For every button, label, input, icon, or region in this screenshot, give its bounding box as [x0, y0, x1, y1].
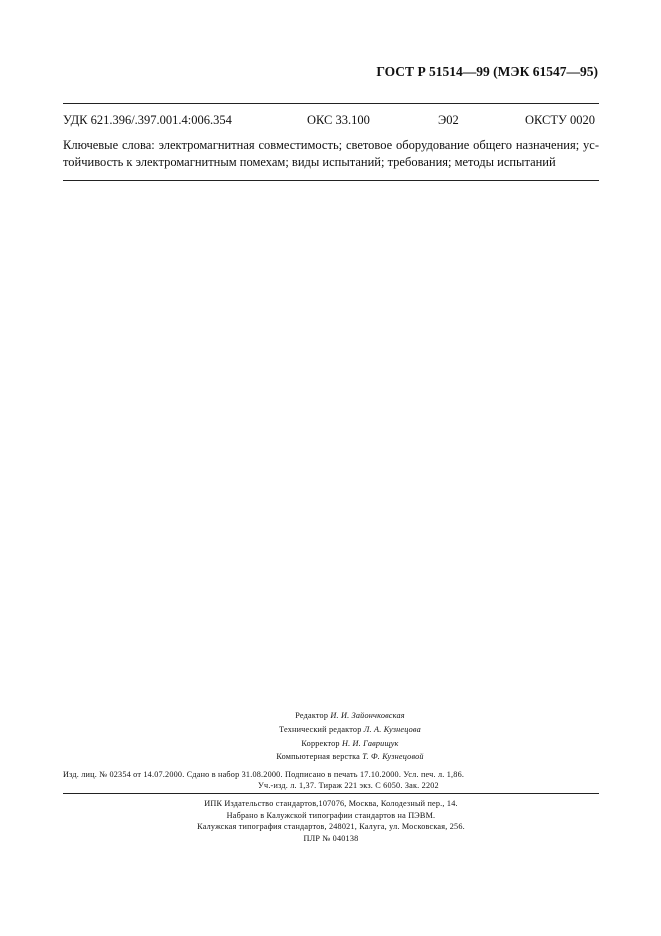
credit-role: Корректор	[301, 739, 340, 748]
publisher-line-1: ИПК Издательство стандартов,107076, Москва, Колодезный пер., 14.	[204, 799, 458, 808]
credit-editor	[200, 711, 500, 720]
credit-role: Редактор	[295, 711, 329, 720]
keywords-rule	[63, 180, 599, 181]
credit-layout	[200, 752, 500, 761]
credit-role: Компьютерная верстка	[276, 752, 360, 761]
standard-code: ГОСТ Р 51514—99 (МЭК 61547—95)	[376, 64, 598, 79]
oks-code: ОКС 33.100	[307, 113, 370, 127]
publisher-line-3: Калужская типография стандартов, 248021, Калуга, ул. Московская, 256.	[197, 822, 465, 831]
udk-code: УДК 621.396/.397.001.4:006.354	[63, 113, 232, 127]
credit-name: И. И. Зайончковская	[330, 711, 405, 720]
credit-role: Технический редактор	[279, 725, 362, 734]
credit-name: Л. А. Кузнецова	[363, 725, 421, 734]
credit-tech-editor	[200, 725, 500, 734]
publisher-line-2: Набрано в Калужской типографии стандартов на ПЭВМ.	[226, 811, 436, 820]
okstu-code: ОКСТУ 0020	[525, 113, 596, 127]
imprint-rule	[63, 793, 599, 794]
imprint-line-2: Уч.-изд. л. 1,37. Тираж 221 экз. С 6050. Зак. 2202	[258, 781, 439, 790]
credit-name: Т. Ф. Кузнецовой	[362, 752, 424, 761]
credit-name: Н. И. Гаврищук	[341, 739, 399, 748]
e-code: Э02	[438, 113, 459, 127]
publisher-line-4: ПЛР № 040138	[303, 834, 359, 843]
imprint-line-1: Изд. лиц. № 02354 от 14.07.2000. Сдано в набор 31.08.2000. Подписано в печать 17.10.2000. Усл. печ. л. 1,86.	[63, 770, 465, 779]
top-rule	[63, 103, 599, 104]
credit-corrector	[200, 739, 500, 748]
keywords: Ключевые слова: электромагнитная совместимость; световое оборудование общего назначения; ус-тойчивость к электромагнитным помехам; виды испытаний; требования; методы испытаний	[63, 138, 599, 169]
